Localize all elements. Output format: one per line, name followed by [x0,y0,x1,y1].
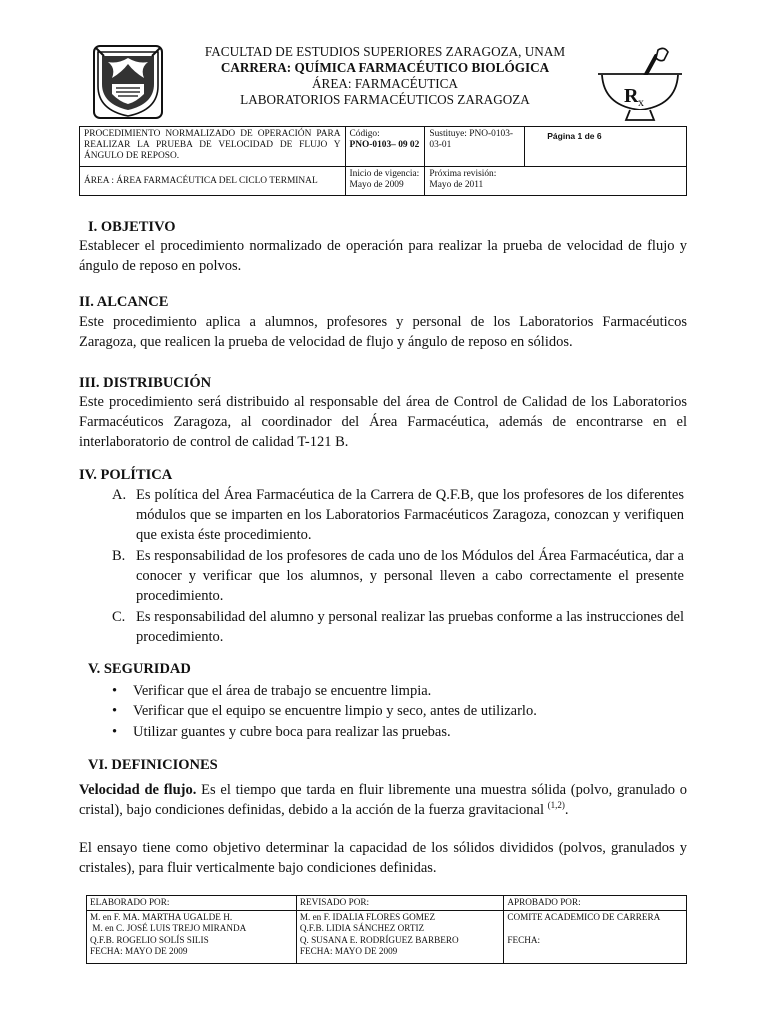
page-number: Página 1 de 6 [547,131,602,141]
definition-paragraph [79,780,687,820]
section-title-distribucion: III. DISTRIBUCIÓN [79,375,212,391]
replaces-cell: Sustituye: PNO-0103-03-01 [425,127,525,167]
rx-symbol-subscript: x [638,95,644,109]
bullet-icon: • [112,683,118,699]
approval-table [86,895,687,964]
politica-item-text: Es responsabilidad de los profesores de cada uno de los Módulos del Área Farmacéutica, dar a conocer y verificar que los alumnos, y personal lleven a cabo correctamente el presente procedimiento. [136,548,684,604]
rx-symbol: R [624,85,639,107]
seguridad-item-text: Verificar que el equipo se encuentre limpio y seco, antes de utilizarlo. [133,703,537,719]
elaborated-by-header: ELABORADO POR: [87,896,297,911]
area-name: ÁREA: FARMACÉUTICA [312,76,458,91]
definition-end: . [564,802,569,818]
politica-item-b [112,546,688,608]
section-title-alcance: II. ALCANCE [79,294,169,310]
distribucion-paragraph: Este procedimiento será distribuido al responsable del área de Control de Calidad de los Laboratorios Farmacéuticos Zaragoza, al coordinador del Área Farmacéutica, además de encontrarse en el interlaboratorio de control de calidad T-121 B. [79,394,687,450]
date-line: FECHA: MAYO DE 2009 [299,946,398,957]
area-cell: ÁREA : ÁREA FARMACÉUTICA DEL CICLO TERMINAL [80,167,346,196]
signer-line: M. en F. IDALIA FLORES GOMEZ [299,911,436,922]
section-title-seguridad: V. SEGURIDAD [88,661,191,677]
header-title-block [180,44,590,108]
politica-item-c [112,607,688,649]
politica-item-a [112,485,688,547]
laboratory-name: LABORATORIOS FARMACÉUTICOS ZARAGOZA [240,92,530,107]
definition-term: Velocidad de flujo. [79,782,197,798]
faculty-name: FACULTAD DE ESTUDIOS SUPERIORES ZARAGOZA, UNAM [204,44,566,59]
ensayo-paragraph: El ensayo tiene como objetivo determinar la capacidad de los sólidos divididos (polvos, granulados y cristales), para fluir verticalmente bajo condiciones definidas. [79,840,687,876]
seguridad-item-text: Utilizar guantes y cubre boca para realizar las pruebas. [133,724,451,740]
bullet-icon: • [112,724,118,740]
code-cell [345,127,425,167]
start-date-cell [345,167,425,196]
list-marker: C. [112,609,126,625]
date-line: FECHA: [507,934,541,945]
approved-by-header: APROBADO POR: [504,896,687,911]
blank-line [507,923,683,935]
start-date-label: Inicio de vigencia: [349,169,420,179]
approved-by-cell [504,910,687,963]
document-header [0,0,768,125]
alcance-paragraph: Este procedimiento aplica a alumnos, profesores y personal de los Laboratorios Farmacéuticos Zaragoza, que realicen la prueba de velocidad de flujo y ángulo de reposo en sólidos. [79,314,687,350]
next-review-cell [425,167,687,196]
signer-line: Q.F.B. LIDIA SÁNCHEZ ORTIZ [299,923,425,934]
signer-line: Q. SUSANA E. RODRÍGUEZ BARBERO [299,934,459,945]
page-number-cell [525,127,687,167]
next-review-label: Próxima revisión: [429,169,497,179]
mortar-pestle-rx-logo [594,44,686,122]
signer-line: M. en F. MA. MARTHA UGALDE H. [90,911,233,922]
citation-superscript: (1,2) [547,800,565,811]
definition-text: Es el tiempo que tarda en fluir libremente una muestra sólida (polvo, granulado o cristal), bajo condiciones definidas, debido a la acción de la fuerza gravitacional [79,782,688,818]
objetivo-paragraph: Establecer el procedimiento normalizado de operación para realizar la prueba de velocidad de flujo y ángulo de reposo en polvos. [79,238,687,274]
signer-line: Q.F.B. ROGELIO SOLÍS SILIS [90,934,209,945]
procedure-title-cell: PROCEDIMIENTO NORMALIZADO DE OPERACIÓN PARA REALIZAR LA PRUEBA DE VELOCIDAD DE FLUJO Y ÁNGULO DE REPOSO. [80,127,346,167]
next-review-value: Mayo de 2011 [429,180,484,190]
section-title-objetivo: I. OBJETIVO [88,219,176,235]
reviewed-by-header: REVISADO POR: [296,896,504,911]
code-value: PNO-0103– 09 02 [349,140,420,150]
career-name: CARRERA: QUÍMICA FARMACÉUTICO BIOLÓGICA [220,60,550,75]
start-date-value: Mayo de 2009 [349,180,404,190]
signer-line: M. en C. JOSÉ LUIS TREJO MIRANDA [90,923,247,934]
reviewed-by-cell [296,910,504,963]
politica-item-text: Es política del Área Farmacéutica de la Carrera de Q.F.B, que los profesores de los diferentes módulos que se imparten en los Laboratorios Farmacéuticos Zaragoza, conozcan y verifiquen que exista éste procedimiento. [136,487,684,543]
section-title-definiciones: VI. DEFINICIONES [88,757,218,773]
elaborated-by-cell [87,910,297,963]
unam-seal-logo [88,42,168,122]
list-marker: B. [112,548,126,564]
section-title-politica: IV. POLÍTICA [79,467,173,483]
bullet-icon: • [112,703,118,719]
document-info-table [79,126,687,196]
date-line: FECHA: MAYO DE 2009 [90,946,188,957]
politica-item-text: Es responsabilidad del alumno y personal realizar las pruebas conforme a las instrucciones del procedimiento. [136,609,684,645]
list-marker: A. [112,487,127,503]
code-label: Código: [349,129,380,139]
seguridad-item-text: Verificar que el área de trabajo se encuentre limpia. [133,683,432,699]
committee-line: COMITE ACADEMICO DE CARRERA [507,911,661,922]
